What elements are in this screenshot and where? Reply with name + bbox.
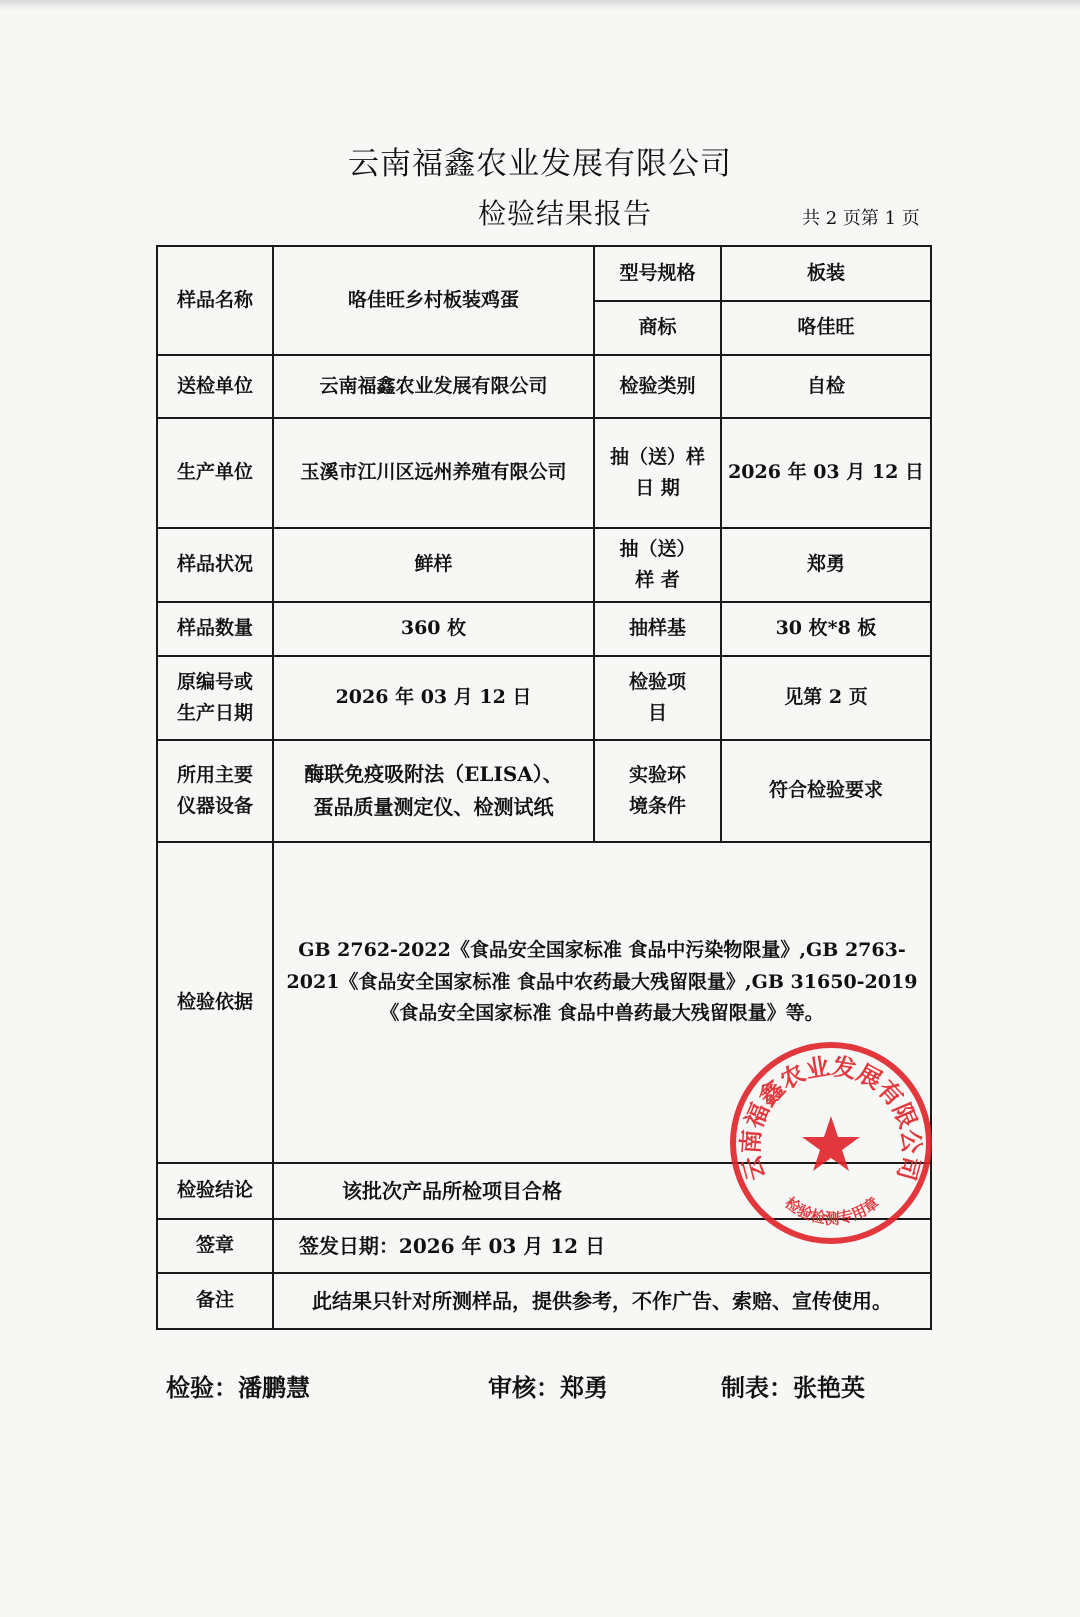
quantity-value: 360 枚 — [273, 602, 594, 656]
seal-bottom-text: 检验检测专用章 — [781, 1193, 883, 1228]
sign-date: 签发日期：2026 年 03 月 12 日 — [298, 1233, 606, 1258]
basis-label: 检验依据 — [157, 842, 273, 1163]
equip-label-line1: 所用主要 — [176, 763, 253, 786]
brand-label: 商标 — [594, 301, 721, 355]
seal-ring-text: 云南福鑫农业发展有限公司 — [735, 1051, 927, 1184]
company-seal — [726, 1038, 936, 1248]
reviewer: 审核：郑勇 — [488, 1373, 608, 1402]
sender-value: 云南福鑫农业发展有限公司 — [273, 355, 594, 418]
sampling-date-value: 2026 年 03 月 12 日 — [721, 418, 931, 528]
equip-line2: 蛋品质量测定仪、检测试纸 — [313, 795, 554, 819]
table-row — [157, 1273, 931, 1329]
items-label-line2: 目 — [647, 702, 667, 724]
table-row — [157, 740, 931, 842]
env-value: 符合检验要求 — [721, 740, 931, 842]
base-value: 30 枚*8 板 — [721, 602, 931, 656]
sampling-date-label — [594, 418, 721, 528]
producer-value: 玉溪市江川区远州养殖有限公司 — [273, 418, 594, 528]
sampler-label — [594, 528, 721, 602]
items-label-line1: 检验项 — [628, 670, 686, 693]
env-label-line1: 实验环 — [628, 763, 686, 786]
quantity-label: 样品数量 — [157, 602, 273, 656]
remark-label: 备注 — [157, 1273, 273, 1329]
producer-label: 生产单位 — [157, 418, 273, 528]
model-value: 板装 — [721, 246, 931, 301]
condition-value: 鲜样 — [273, 528, 594, 602]
sampling-date-label-line2: 日 期 — [635, 477, 680, 499]
brand-value: 咯佳旺 — [721, 301, 931, 355]
items-value: 见第 2 页 — [721, 656, 931, 740]
equip-value — [273, 740, 594, 842]
sampler-label-line1: 抽（送） — [619, 537, 696, 560]
basis-text: GB 2762-2022《食品安全国家标准 食品中污染物限量》,GB 2763-2021《食品安全国家标准 食品中农药最大残留限量》,GB 31650-2019《食品安全国家标准 食品中兽药最大残留限量》等。 — [286, 939, 918, 1025]
equip-label-line2: 仪器设备 — [176, 795, 253, 817]
conclusion-text: 该批次产品所检项目合格 — [342, 1178, 562, 1203]
report-title: 检验结果报告 — [478, 197, 653, 230]
model-label: 型号规格 — [594, 246, 721, 301]
sample-name-label: 样品名称 — [157, 246, 273, 355]
category-label: 检验类别 — [594, 355, 721, 418]
orig-label — [157, 656, 273, 740]
sampler-label-line2: 样 者 — [635, 569, 680, 591]
inspector: 检验：潘鹏慧 — [166, 1373, 310, 1402]
orig-label-line2: 生产日期 — [176, 702, 253, 724]
company-title: 云南福鑫农业发展有限公司 — [348, 146, 732, 182]
equip-line1: 酶联免疫吸附法（ELISA）、 — [304, 762, 563, 786]
seal-star-icon — [802, 1116, 860, 1171]
orig-label-line1: 原编号或 — [176, 670, 253, 693]
table-row — [157, 528, 931, 602]
table-row — [157, 656, 931, 740]
condition-label: 样品状况 — [157, 528, 273, 602]
remark-value: 此结果只针对所测样品，提供参考，不作广告、索赔、宣传使用。 — [273, 1273, 931, 1329]
orig-value: 2026 年 03 月 12 日 — [273, 656, 594, 740]
sampler-value: 郑勇 — [721, 528, 931, 602]
base-label: 抽样基 — [594, 602, 721, 656]
env-label-line2: 境条件 — [628, 795, 686, 817]
items-label — [594, 656, 721, 740]
equip-label — [157, 740, 273, 842]
page-indicator: 共 2 页第 1 页 — [802, 208, 920, 229]
category-value: 自检 — [721, 355, 931, 418]
table-row — [157, 602, 931, 656]
table-row — [157, 355, 931, 418]
sign-label: 签章 — [157, 1219, 273, 1273]
table-row — [157, 246, 931, 301]
scan-edge — [0, 0, 1080, 10]
table-row — [157, 418, 931, 528]
sampling-date-label-line1: 抽（送）样 — [609, 445, 705, 468]
env-label — [594, 740, 721, 842]
preparer: 制表：张艳英 — [721, 1373, 865, 1402]
sample-name-value: 咯佳旺乡村板装鸡蛋 — [273, 246, 594, 355]
conclusion-label: 检验结论 — [157, 1163, 273, 1219]
sender-label: 送检单位 — [157, 355, 273, 418]
